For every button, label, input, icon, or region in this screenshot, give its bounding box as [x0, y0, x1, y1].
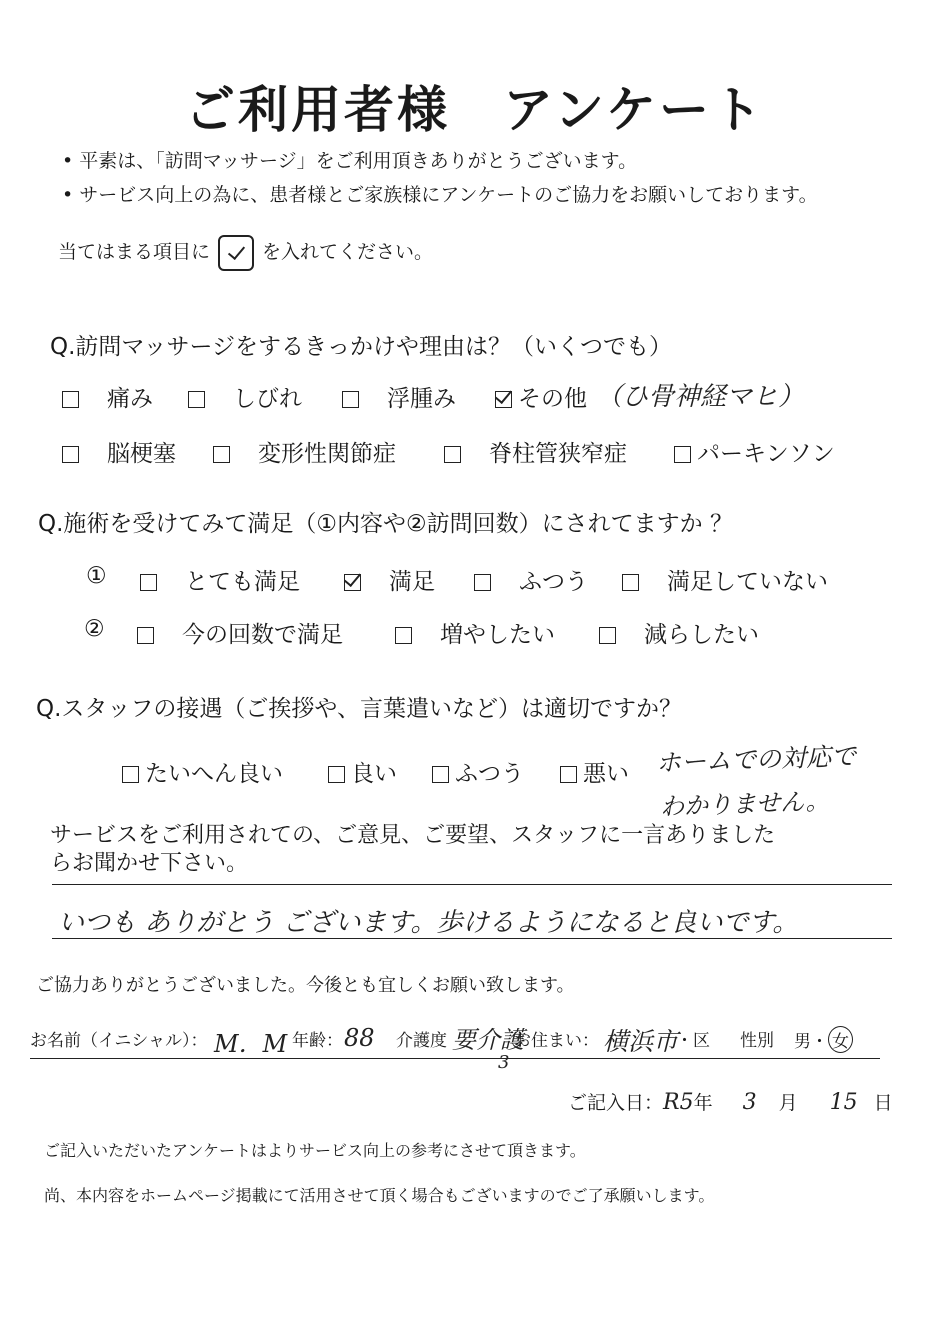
q1-option-numbness[interactable]: しびれ	[188, 380, 302, 413]
checkbox-checked[interactable]	[495, 391, 512, 408]
checkbox[interactable]	[474, 574, 491, 591]
intro-line-2	[62, 180, 818, 207]
day-unit: 日	[873, 1092, 893, 1114]
q1-option-other[interactable]: その他	[495, 380, 587, 413]
profile-underline	[30, 1058, 880, 1059]
q2-option-satisfied[interactable]: 満足	[344, 563, 435, 596]
checkbox-checked[interactable]	[344, 574, 361, 591]
month-unit: 月	[778, 1092, 798, 1114]
checkmark-example-icon	[218, 235, 254, 271]
checkbox[interactable]	[137, 627, 154, 644]
q2-row2-number: ②	[84, 616, 105, 642]
instruction-after: を入れてください。	[262, 241, 434, 263]
q1-option-parkinson[interactable]: パーキンソン	[674, 435, 835, 468]
thanks-text: ご協力ありがとうございました。今後とも宜しくお願い致します。	[36, 975, 575, 996]
q1-option-swelling[interactable]: 浮腫み	[342, 380, 456, 413]
date-month: 3	[742, 1090, 757, 1115]
bullet: •	[62, 184, 74, 206]
checkbox[interactable]	[395, 627, 412, 644]
q1-other-handwritten: （ひ骨神経マヒ）	[596, 382, 805, 412]
sex-options	[794, 1026, 853, 1053]
q1-question: Q.訪問マッサージをするきっかけや理由は？（いくつでも）	[50, 334, 673, 360]
q3-handwritten-note-2: わかりません。	[659, 787, 830, 821]
q3-option-good[interactable]: 良い	[328, 755, 397, 788]
q3-question: Q.スタッフの接遇（ご挨拶や、言葉遣いなど）は適切ですか？	[36, 696, 682, 722]
sex-label: 性別	[740, 1031, 774, 1051]
care-level: 3	[498, 1052, 510, 1073]
q1-option-stroke[interactable]: 脳梗塞	[62, 435, 176, 468]
footer-line-2: 尚、本内容をホームページ掲載にて活用させて頂く場合もございますのでご了承願いします。	[44, 1186, 715, 1205]
q2-option-not-satisfied[interactable]: 満足していない	[622, 563, 828, 596]
bullet: •	[62, 150, 74, 172]
instruction	[58, 232, 433, 272]
q3-handwritten-note-1: ホームでの対応で	[655, 741, 857, 778]
q2-option-decrease[interactable]: 減らしたい	[599, 616, 759, 649]
checkbox[interactable]	[444, 446, 461, 463]
comment-line-top	[52, 884, 892, 885]
q2-question: Q.施術を受けてみて満足（①内容や②訪問回数）にされてますか ？	[38, 511, 733, 537]
q2-option-normal[interactable]: ふつう	[474, 563, 588, 596]
ward-label: ・区	[676, 1031, 710, 1051]
comment-prompt-1: サービスをご利用されての、ご意見、ご要望、スタッフに一言ありました	[50, 823, 776, 848]
footer-line-1: ご記入いただいたアンケートはよりサービス向上の参考にさせて頂きます。	[44, 1141, 586, 1160]
q1-option-pain[interactable]: 痛み	[62, 380, 153, 413]
comment-prompt-2: らお聞かせ下さい。	[50, 851, 249, 876]
q2-row1-number: ①	[86, 563, 107, 589]
date-day: 15	[829, 1090, 858, 1115]
care-value: 要介護	[452, 1026, 524, 1054]
sex-female-circled: 女	[828, 1026, 853, 1053]
checkbox[interactable]	[328, 766, 345, 783]
sex-male: 男	[794, 1032, 811, 1052]
q2-option-increase[interactable]: 増やしたい	[395, 616, 555, 649]
name-value: M．M	[214, 1030, 288, 1058]
date-label: ご記入日：	[568, 1092, 664, 1114]
year-unit: 年	[693, 1092, 713, 1114]
intro-text-1: 平素は、「訪問マッサージ」をご利用頂きありがとうございます。	[79, 150, 638, 172]
q3-option-normal[interactable]: ふつう	[432, 755, 524, 788]
sex-separator: ・	[811, 1032, 828, 1052]
checkbox[interactable]	[140, 574, 157, 591]
checkbox[interactable]	[560, 766, 577, 783]
care-label: 介護度	[396, 1031, 447, 1051]
checkbox[interactable]	[599, 627, 616, 644]
date-era-year: R5	[663, 1090, 694, 1115]
instruction-before: 当てはまる項目に	[58, 241, 211, 263]
checkbox[interactable]	[213, 446, 230, 463]
address-label: お住まい：	[514, 1031, 599, 1051]
q1-option-osteoarthritis[interactable]: 変形性関節症	[213, 435, 396, 468]
survey-title: ご利用者様 アンケート	[185, 81, 765, 139]
intro-line-1	[62, 146, 637, 173]
intro-text-2: サービス向上の為に、患者様とご家族様にアンケートのご協力をお願いしております。	[79, 184, 818, 206]
comment-line-bottom	[52, 938, 892, 939]
q3-option-bad[interactable]: 悪い	[560, 755, 629, 788]
age-value: 88	[344, 1024, 375, 1052]
checkbox[interactable]	[622, 574, 639, 591]
q2-option-current-visits-ok[interactable]: 今の回数で満足	[137, 616, 343, 649]
checkbox[interactable]	[432, 766, 449, 783]
comment-answer: いつも ありがとう ございます。歩けるようになると良いです。	[58, 908, 799, 938]
checkbox[interactable]	[62, 391, 79, 408]
date-row	[568, 1088, 893, 1115]
q2-option-very-satisfied[interactable]: とても満足	[140, 563, 300, 596]
q3-option-very-good[interactable]: たいへん良い	[122, 755, 283, 788]
age-label: 年齢：	[292, 1031, 343, 1051]
checkbox[interactable]	[342, 391, 359, 408]
checkbox[interactable]	[674, 446, 691, 463]
q1-option-spinal-stenosis[interactable]: 脊柱管狭窄症	[444, 435, 627, 468]
checkbox[interactable]	[122, 766, 139, 783]
name-label: お名前（イニシャル）：	[30, 1031, 208, 1051]
checkbox[interactable]	[62, 446, 79, 463]
checkbox[interactable]	[188, 391, 205, 408]
address-value: 横浜市	[603, 1027, 679, 1056]
